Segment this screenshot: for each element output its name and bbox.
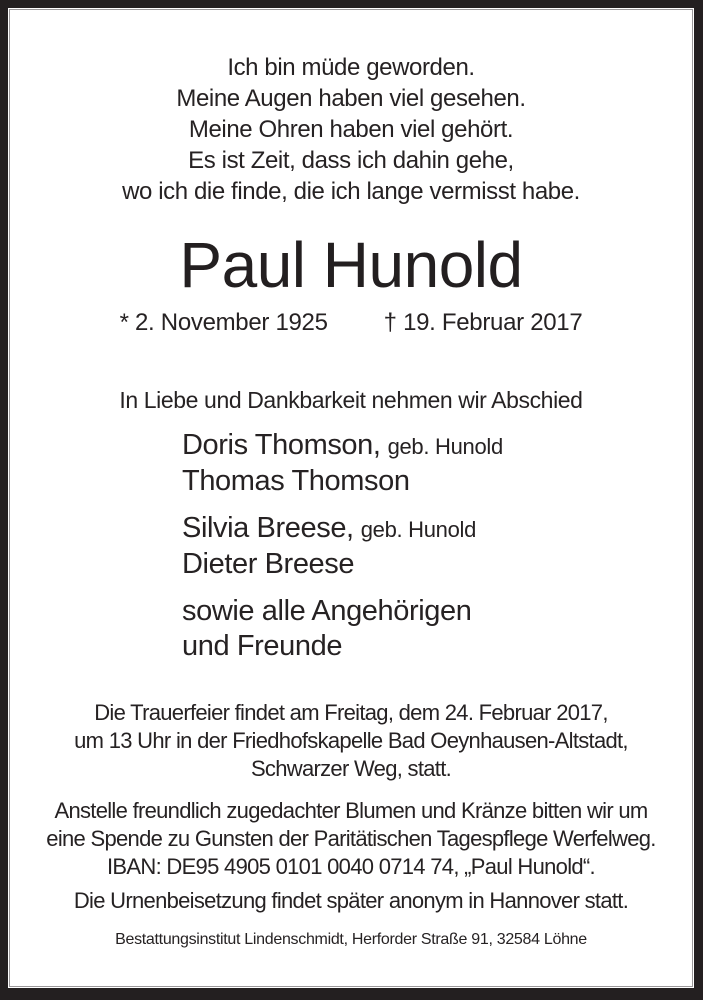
funeral-home-info: Bestattungsinstitut Lindenschmidt, Herforder Straße 91, 32584 Löhne (115, 931, 587, 948)
poem-line: Meine Augen haben viel gesehen. (176, 85, 526, 112)
maiden-name: geb. Hunold (387, 434, 503, 459)
maiden-name: geb. Hunold (360, 517, 477, 542)
deceased-name: Paul Hunold (179, 229, 523, 301)
death-date: † 19. Februar 2017 (383, 309, 583, 336)
mourner-group (182, 511, 694, 582)
mourner-name (182, 547, 694, 582)
mourner-name (182, 594, 694, 629)
mourner-name (182, 511, 694, 547)
funeral-info-line: Die Trauerfeier findet am Freitag, dem 24. Februar 2017, (94, 700, 608, 725)
memorial-poem (8, 52, 694, 207)
mourner-name-text: Doris Thomson, (182, 429, 381, 461)
poem-line: Ich bin müde geworden. (227, 54, 475, 81)
urn-burial-info: Die Urnenbeisetzung findet später anonym in Hannover statt. (73, 888, 629, 913)
mourner-name-text: sowie alle Angehörigen (182, 595, 472, 627)
mourner-name (182, 464, 694, 499)
donation-request (8, 797, 694, 881)
funeral-service-info (8, 699, 694, 783)
mourner-group (182, 428, 694, 499)
poem-line: Es ist Zeit, dass ich dahin gehe, (188, 147, 514, 174)
poem-line: wo ich die finde, die ich lange vermisst habe. (122, 178, 580, 205)
farewell-intro: In Liebe und Dankbarkeit nehmen wir Abschied (119, 387, 583, 413)
donation-line: eine Spende zu Gunsten der Paritätischen Tagespflege Werfelweg. (46, 826, 656, 851)
obituary-content (8, 8, 694, 950)
mourner-name (182, 428, 694, 464)
life-dates (8, 308, 694, 338)
birth-date: * 2. November 1925 (119, 309, 328, 336)
mourners-list (182, 428, 694, 664)
donation-iban-line: IBAN: DE95 4905 0101 0040 0714 74, „Paul Hunold“. (107, 854, 595, 879)
funeral-info-line: um 13 Uhr in der Friedhofskapelle Bad Oeynhausen-Altstadt, (74, 728, 628, 753)
funeral-info-line: Schwarzer Weg, statt. (250, 756, 452, 781)
mourner-name-text: Thomas Thomson (182, 465, 410, 497)
donation-line: Anstelle freundlich zugedachter Blumen und Kränze bitten wir um (54, 798, 648, 823)
mourner-name (182, 629, 694, 664)
mourner-name-text: Silvia Breese, (182, 512, 354, 544)
mourner-name-text: Dieter Breese (182, 548, 355, 580)
poem-line: Meine Ohren haben viel gehört. (188, 116, 514, 143)
mourner-name-text: und Freunde (182, 630, 343, 662)
mourner-group (182, 594, 694, 664)
